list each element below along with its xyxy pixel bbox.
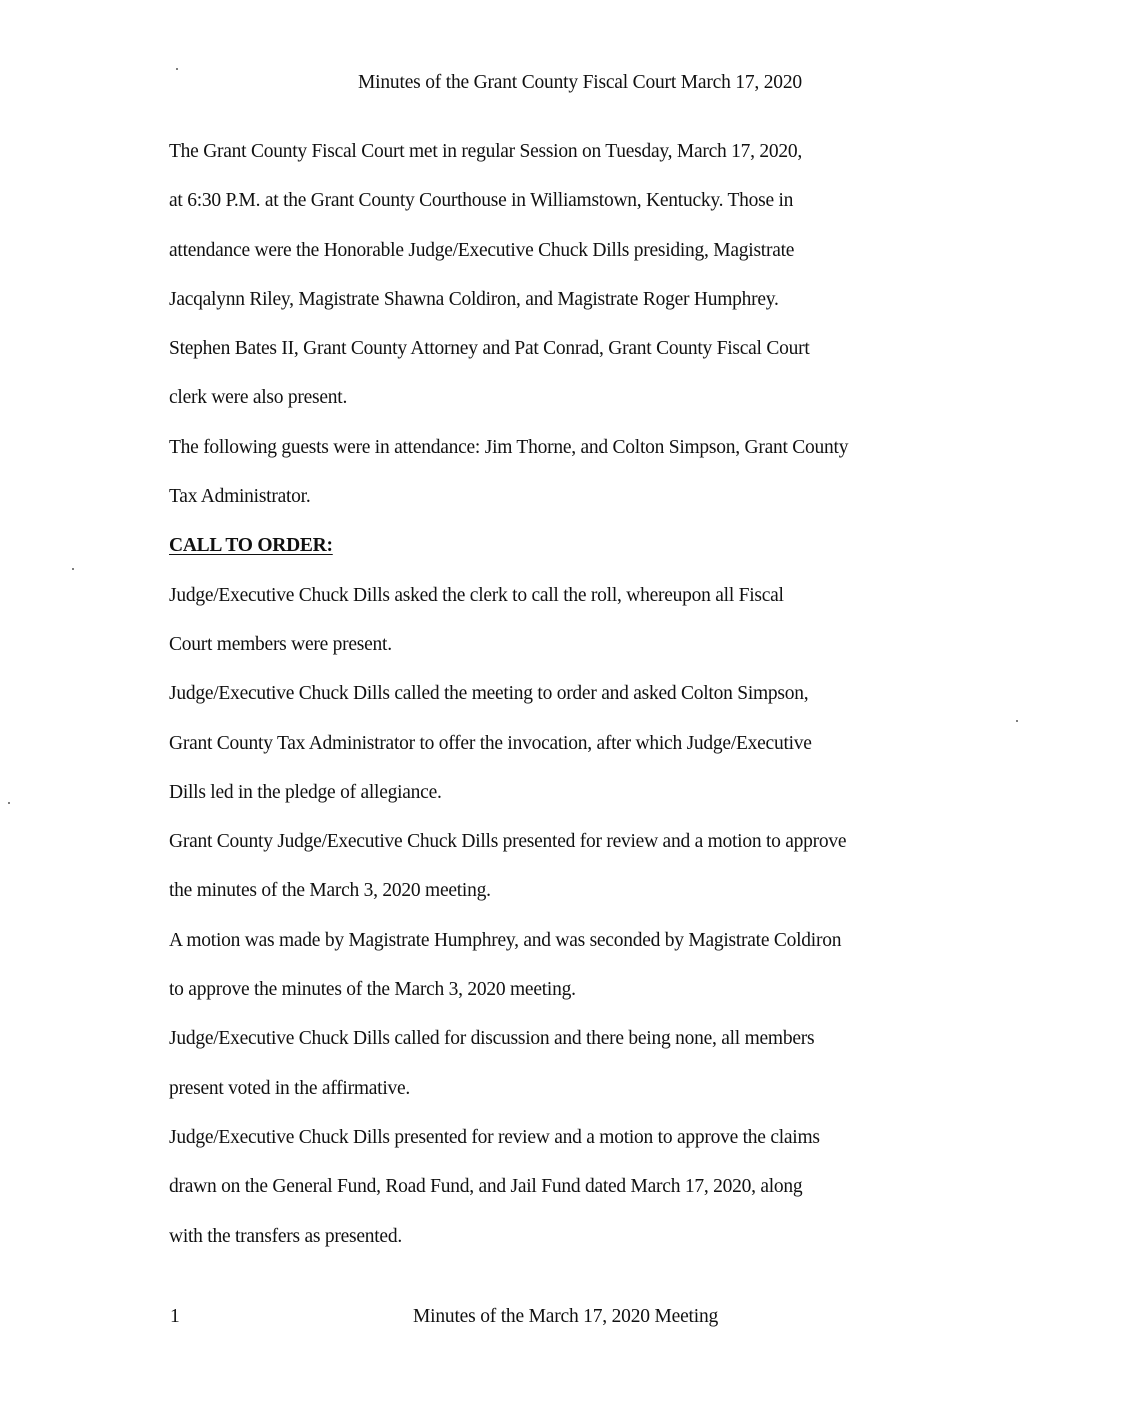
- document-body: [169, 137, 949, 1271]
- text-line: clerk were also present.: [169, 387, 348, 409]
- text-line: drawn on the General Fund, Road Fund, and Jail Fund dated March 17, 2020, along: [169, 1176, 803, 1198]
- text-line: Dills led in the pledge of allegiance.: [169, 781, 442, 803]
- text-line: Court members were present.: [169, 633, 392, 655]
- paragraph-claims: [169, 1123, 949, 1271]
- text-line: Judge/Executive Chuck Dills presented for review and a motion to approve the claims: [169, 1126, 820, 1148]
- scan-speck: [72, 568, 74, 570]
- paragraph-invocation: [169, 679, 949, 827]
- text-line: A motion was made by Magistrate Humphrey, and was seconded by Magistrate Coldiron: [169, 929, 842, 951]
- scan-speck: [1016, 720, 1018, 722]
- text-line: Grant County Judge/Executive Chuck Dills presented for review and a motion to approve: [169, 831, 847, 853]
- text-line: the minutes of the March 3, 2020 meeting.: [169, 880, 491, 902]
- paragraph-minutes-review: [169, 827, 949, 926]
- paragraph-vote: [169, 1024, 949, 1123]
- scan-speck: [176, 68, 178, 70]
- section-heading-wrapper: [169, 531, 949, 580]
- paragraph-roll-call: [169, 581, 949, 680]
- text-line: Judge/Executive Chuck Dills called for discussion and there being none, all members: [169, 1028, 815, 1050]
- text-line: present voted in the affirmative.: [169, 1077, 411, 1099]
- text-line: to approve the minutes of the March 3, 2020 meeting.: [169, 979, 576, 1001]
- text-line: Tax Administrator.: [169, 486, 311, 508]
- text-line: Stephen Bates II, Grant County Attorney and Pat Conrad, Grant County Fiscal Court: [169, 338, 810, 360]
- footer-title: Minutes of the March 17, 2020 Meeting: [413, 1306, 719, 1327]
- text-line: Grant County Tax Administrator to offer the invocation, after which Judge/Executive: [169, 732, 812, 754]
- text-line: Jacqalynn Riley, Magistrate Shawna Coldiron, and Magistrate Roger Humphrey.: [169, 288, 779, 310]
- text-line: Judge/Executive Chuck Dills called the meeting to order and asked Colton Simpson,: [169, 683, 809, 705]
- text-line: Judge/Executive Chuck Dills asked the clerk to call the roll, whereupon all Fiscal: [169, 584, 784, 606]
- footer-page-number: 1: [170, 1306, 180, 1327]
- scan-speck: [8, 802, 10, 804]
- page-header-title: Minutes of the Grant County Fiscal Court March 17, 2020: [358, 72, 802, 93]
- paragraph-motion: [169, 926, 949, 1025]
- section-heading-call-to-order: CALL TO ORDER:: [169, 535, 333, 557]
- paragraph-guests: [169, 433, 949, 532]
- text-line: attendance were the Honorable Judge/Executive Chuck Dills presiding, Magistrate: [169, 239, 795, 261]
- text-line: The Grant County Fiscal Court met in regular Session on Tuesday, March 17, 2020,: [169, 141, 803, 162]
- text-line: The following guests were in attendance: Jim Thorne, and Colton Simpson, Grant County: [169, 436, 849, 458]
- text-line: at 6:30 P.M. at the Grant County Courthouse in Williamstown, Kentucky. Those in: [169, 190, 794, 212]
- text-line: with the transfers as presented.: [169, 1225, 402, 1247]
- paragraph-session-opening: [169, 137, 949, 433]
